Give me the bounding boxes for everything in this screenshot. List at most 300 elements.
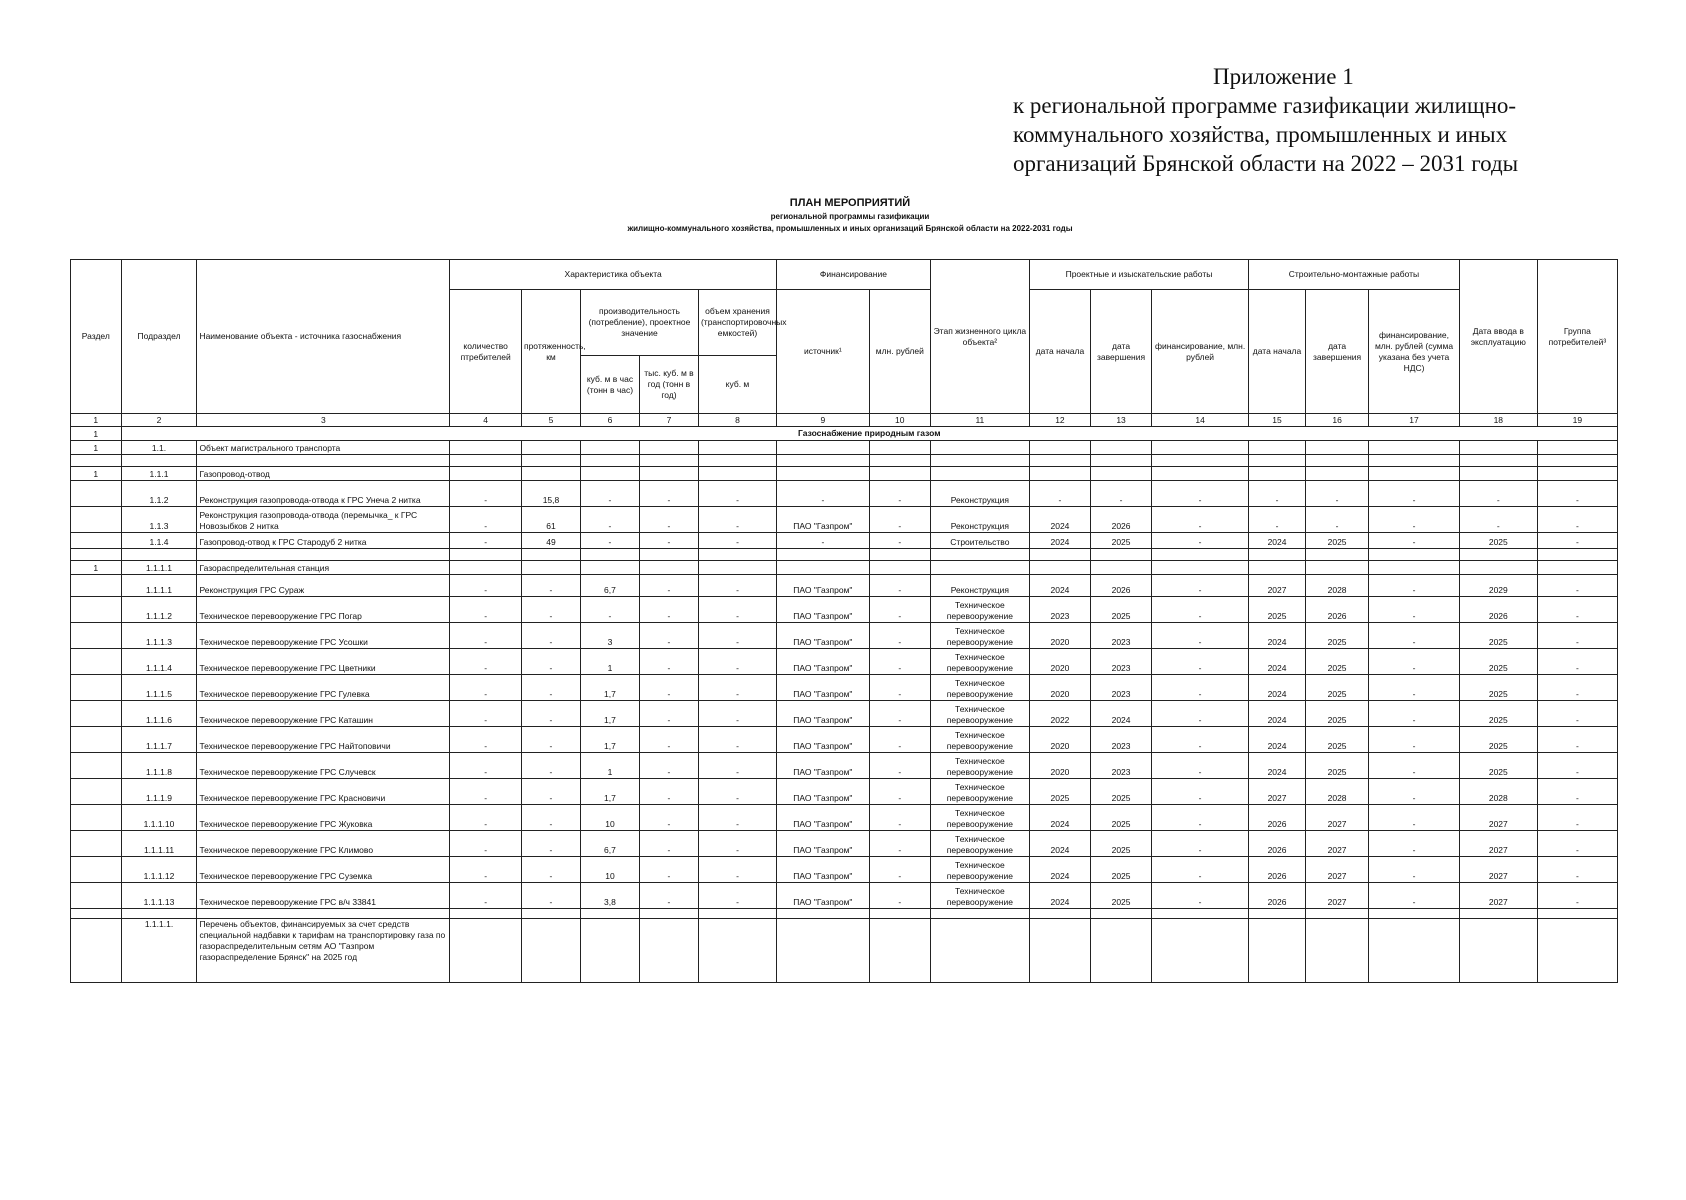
cell-col-1	[71, 549, 122, 561]
cell-col-12: -	[1029, 481, 1090, 507]
cell-col-6: 10	[580, 805, 639, 831]
cell-col-2	[121, 909, 197, 919]
header-cub: куб. м	[698, 356, 776, 414]
cell-col-3: Техническое перевооружение ГРС Усошки	[197, 623, 450, 649]
cell-col-14: -	[1152, 623, 1249, 649]
cell-col-14: -	[1152, 575, 1249, 597]
cell-col-2: 1.1.1.6	[121, 701, 197, 727]
cell-col-17: -	[1369, 883, 1460, 909]
cell-col-15: 2024	[1249, 675, 1306, 701]
cell-col-6: -	[580, 597, 639, 623]
cell-col-8: -	[698, 753, 776, 779]
section-razdel-cell: 1	[71, 427, 122, 441]
cell-col-3: Реконструкция газопровода-отвода (перемычка_ к ГРС Новозыбков 2 нитка	[197, 507, 450, 533]
cell-col-12: 2024	[1029, 575, 1090, 597]
cell-col-8: -	[698, 701, 776, 727]
cell-col-7: -	[639, 857, 698, 883]
table-row	[71, 883, 1618, 909]
cell-col-18	[1459, 441, 1537, 455]
cell-col-15: 2024	[1249, 727, 1306, 753]
cell-col-18: -	[1459, 507, 1537, 533]
cell-col-4: -	[450, 533, 522, 549]
cell-col-11	[930, 467, 1029, 481]
cell-col-17: -	[1369, 805, 1460, 831]
cell-col-5	[521, 455, 580, 467]
cell-col-6	[580, 919, 639, 983]
table-row	[71, 727, 1618, 753]
cell-col-5	[521, 561, 580, 575]
cell-col-10	[869, 455, 930, 467]
cell-col-3: Газопровод-отвод к ГРС Стародуб 2 нитка	[197, 533, 450, 549]
cell-col-15	[1249, 441, 1306, 455]
cell-col-18: 2027	[1459, 831, 1537, 857]
cell-col-7: -	[639, 649, 698, 675]
cell-col-13: 2025	[1091, 831, 1152, 857]
cell-col-13: 2024	[1091, 701, 1152, 727]
cell-col-15: 2026	[1249, 883, 1306, 909]
cell-col-13: 2026	[1091, 575, 1152, 597]
table-row	[71, 623, 1618, 649]
cell-col-10	[869, 919, 930, 983]
cell-col-4: -	[450, 779, 522, 805]
column-number: 1	[71, 414, 122, 427]
cell-col-16: -	[1305, 481, 1368, 507]
cell-col-4	[450, 919, 522, 983]
cell-col-19	[1537, 441, 1617, 455]
column-number-row	[71, 414, 1618, 427]
cell-col-5: -	[521, 857, 580, 883]
appendix-line: к региональной программе газификации жилищно-	[1013, 93, 1517, 118]
cell-col-9: ПАО "Газпром"	[777, 597, 870, 623]
cell-col-3	[197, 549, 450, 561]
cell-col-15: -	[1249, 507, 1306, 533]
cell-col-12	[1029, 549, 1090, 561]
cell-col-13	[1091, 919, 1152, 983]
cell-col-5	[521, 441, 580, 455]
cell-col-15	[1249, 455, 1306, 467]
cell-col-9: ПАО "Газпром"	[777, 727, 870, 753]
table-row	[71, 561, 1618, 575]
cell-col-19: -	[1537, 805, 1617, 831]
cell-col-1: 1	[71, 561, 122, 575]
table-row	[71, 701, 1618, 727]
cell-col-7	[639, 455, 698, 467]
cell-col-7: -	[639, 805, 698, 831]
cell-col-14	[1152, 549, 1249, 561]
cell-col-1	[71, 753, 122, 779]
header-build-start: дата начала	[1249, 290, 1306, 414]
cell-col-10	[869, 909, 930, 919]
cell-col-9: ПАО "Газпром"	[777, 857, 870, 883]
header-length: протяженность, км	[521, 290, 580, 414]
header-stage: Этап жизненного цикла объекта²	[930, 260, 1029, 414]
cell-col-1	[71, 909, 122, 919]
cell-col-14: -	[1152, 857, 1249, 883]
cell-col-10: -	[869, 675, 930, 701]
cell-col-18: -	[1459, 481, 1537, 507]
cell-col-11	[930, 441, 1029, 455]
cell-col-17: -	[1369, 575, 1460, 597]
column-number: 17	[1369, 414, 1460, 427]
cell-col-10: -	[869, 533, 930, 549]
table-row	[71, 467, 1618, 481]
cell-col-11: Техническое перевооружение	[930, 675, 1029, 701]
cell-col-4: -	[450, 623, 522, 649]
cell-col-18	[1459, 561, 1537, 575]
cell-col-14: -	[1152, 597, 1249, 623]
cell-col-3: Перечень объектов, финансируемых за счет средств специальной надбавки к тарифам на транспортировку газа по газораспределительным сетям АО "Газпром газораспределение Брянск" на 2025 год	[197, 919, 450, 983]
cell-col-6: 1,7	[580, 779, 639, 805]
cell-col-19	[1537, 467, 1617, 481]
cell-col-11: Реконструкция	[930, 575, 1029, 597]
cell-col-15: 2027	[1249, 575, 1306, 597]
cell-col-1	[71, 805, 122, 831]
cell-col-6	[580, 549, 639, 561]
cell-col-17: -	[1369, 753, 1460, 779]
cell-col-7: -	[639, 753, 698, 779]
cell-col-12	[1029, 455, 1090, 467]
cell-col-6: 3	[580, 623, 639, 649]
cell-col-8: -	[698, 727, 776, 753]
cell-col-11	[930, 549, 1029, 561]
cell-col-7	[639, 549, 698, 561]
cell-col-1	[71, 919, 122, 983]
cell-col-9: ПАО "Газпром"	[777, 831, 870, 857]
cell-col-6: -	[580, 481, 639, 507]
cell-col-9: ПАО "Газпром"	[777, 805, 870, 831]
cell-col-1	[71, 675, 122, 701]
cell-col-11: Техническое перевооружение	[930, 649, 1029, 675]
cell-col-4	[450, 467, 522, 481]
cell-col-4: -	[450, 649, 522, 675]
cell-col-7: -	[639, 623, 698, 649]
cell-col-12	[1029, 909, 1090, 919]
table-row	[71, 455, 1618, 467]
cell-col-15: 2026	[1249, 857, 1306, 883]
cell-col-1	[71, 831, 122, 857]
cell-col-18: 2027	[1459, 857, 1537, 883]
cell-col-2: 1.1.1.10	[121, 805, 197, 831]
cell-col-7	[639, 441, 698, 455]
cell-col-3: Газораспределительная станция	[197, 561, 450, 575]
cell-col-3: Объект магистрального транспорта	[197, 441, 450, 455]
cell-col-10	[869, 549, 930, 561]
cell-col-11: Строительство	[930, 533, 1029, 549]
cell-col-3: Реконструкция ГРС Сураж	[197, 575, 450, 597]
cell-col-4	[450, 909, 522, 919]
header-consumers: количество птребителей	[450, 290, 522, 414]
cell-col-11: Техническое перевооружение	[930, 805, 1029, 831]
cell-col-6: 6,7	[580, 575, 639, 597]
column-number: 13	[1091, 414, 1152, 427]
cell-col-19	[1537, 455, 1617, 467]
cell-col-4: -	[450, 727, 522, 753]
cell-col-6	[580, 455, 639, 467]
cell-col-19: -	[1537, 649, 1617, 675]
cell-col-7: -	[639, 701, 698, 727]
cell-col-10: -	[869, 883, 930, 909]
table-row	[71, 753, 1618, 779]
cell-col-5: -	[521, 727, 580, 753]
cell-col-12: 2023	[1029, 597, 1090, 623]
cell-col-13: 2025	[1091, 779, 1152, 805]
cell-col-17: -	[1369, 533, 1460, 549]
cell-col-19	[1537, 549, 1617, 561]
cell-col-8: -	[698, 575, 776, 597]
cell-col-11	[930, 919, 1029, 983]
cell-col-4: -	[450, 575, 522, 597]
header-build-financing: финансирование, млн. рублей (сумма указана без учета НДС)	[1369, 290, 1460, 414]
cell-col-8	[698, 909, 776, 919]
cell-col-19: -	[1537, 857, 1617, 883]
cell-col-14	[1152, 909, 1249, 919]
cell-col-18: 2025	[1459, 623, 1537, 649]
cell-col-16: 2028	[1305, 575, 1368, 597]
cell-col-17	[1369, 455, 1460, 467]
appendix-line: организаций Брянской области на 2022 – 2031 годы	[1013, 151, 1519, 176]
cell-col-15	[1249, 549, 1306, 561]
cell-col-10: -	[869, 575, 930, 597]
cell-col-5: -	[521, 649, 580, 675]
table-row	[71, 533, 1618, 549]
cell-col-5: -	[521, 701, 580, 727]
cell-col-19: -	[1537, 507, 1617, 533]
cell-col-4: -	[450, 805, 522, 831]
cell-col-12: 2020	[1029, 675, 1090, 701]
cell-col-9: ПАО "Газпром"	[777, 575, 870, 597]
cell-col-12	[1029, 467, 1090, 481]
cell-col-9: ПАО "Газпром"	[777, 701, 870, 727]
cell-col-2: 1.1.3	[121, 507, 197, 533]
cell-col-2: 1.1.1.2	[121, 597, 197, 623]
cell-col-16: 2025	[1305, 623, 1368, 649]
cell-col-1	[71, 727, 122, 753]
table-row	[71, 649, 1618, 675]
cell-col-12	[1029, 441, 1090, 455]
cell-col-19: -	[1537, 575, 1617, 597]
cell-col-16: 2025	[1305, 533, 1368, 549]
cell-col-18: 2025	[1459, 533, 1537, 549]
cell-col-3: Техническое перевооружение ГРС Суземка	[197, 857, 450, 883]
cell-col-19: -	[1537, 533, 1617, 549]
cell-col-19: -	[1537, 831, 1617, 857]
cell-col-7: -	[639, 597, 698, 623]
appendix-block	[1013, 62, 1653, 178]
cell-col-3: Газопровод-отвод	[197, 467, 450, 481]
cell-col-11: Техническое перевооружение	[930, 857, 1029, 883]
cell-col-11: Техническое перевооружение	[930, 779, 1029, 805]
cell-col-12: 2020	[1029, 753, 1090, 779]
cell-col-18	[1459, 549, 1537, 561]
cell-col-5	[521, 467, 580, 481]
table-row	[71, 857, 1618, 883]
cell-col-14: -	[1152, 481, 1249, 507]
cell-col-13	[1091, 561, 1152, 575]
cell-col-6	[580, 441, 639, 455]
cell-col-17: -	[1369, 831, 1460, 857]
cell-col-12: 2024	[1029, 533, 1090, 549]
cell-col-8: -	[698, 857, 776, 883]
cell-col-11	[930, 455, 1029, 467]
cell-col-1: 1	[71, 441, 122, 455]
cell-col-6: 10	[580, 857, 639, 883]
column-number: 18	[1459, 414, 1537, 427]
cell-col-15	[1249, 467, 1306, 481]
cell-col-19	[1537, 919, 1617, 983]
cell-col-14: -	[1152, 727, 1249, 753]
cell-col-3: Техническое перевооружение ГРС Цветники	[197, 649, 450, 675]
cell-col-5: -	[521, 779, 580, 805]
cell-col-8: -	[698, 623, 776, 649]
cell-col-19: -	[1537, 883, 1617, 909]
cell-col-2: 1.1.1.5	[121, 675, 197, 701]
cell-col-5	[521, 919, 580, 983]
cell-col-11: Техническое перевооружение	[930, 727, 1029, 753]
cell-col-16	[1305, 455, 1368, 467]
cell-col-2: 1.1.1.8	[121, 753, 197, 779]
cell-col-1	[71, 481, 122, 507]
cell-col-12: 2020	[1029, 623, 1090, 649]
header-object-name: Наименование объекта - источника газоснабжения	[197, 260, 450, 414]
cell-col-18: 2025	[1459, 701, 1537, 727]
cell-col-19: -	[1537, 623, 1617, 649]
column-number: 7	[639, 414, 698, 427]
column-number: 5	[521, 414, 580, 427]
cell-col-12: 2024	[1029, 883, 1090, 909]
cell-col-13: -	[1091, 481, 1152, 507]
cell-col-9	[777, 441, 870, 455]
cell-col-9: -	[777, 533, 870, 549]
cell-col-16	[1305, 467, 1368, 481]
cell-col-5: 61	[521, 507, 580, 533]
cell-col-19	[1537, 909, 1617, 919]
cell-col-7	[639, 919, 698, 983]
column-number: 10	[869, 414, 930, 427]
cell-col-12	[1029, 561, 1090, 575]
table-row	[71, 805, 1618, 831]
cell-col-6: -	[580, 507, 639, 533]
cell-col-8: -	[698, 481, 776, 507]
cell-col-16	[1305, 441, 1368, 455]
cell-col-8	[698, 549, 776, 561]
cell-col-8: -	[698, 883, 776, 909]
cell-col-17: -	[1369, 507, 1460, 533]
plan-heading	[70, 196, 1630, 235]
cell-col-14	[1152, 455, 1249, 467]
cell-col-17	[1369, 909, 1460, 919]
cell-col-4: -	[450, 675, 522, 701]
cell-col-12: 2024	[1029, 507, 1090, 533]
cell-col-1	[71, 701, 122, 727]
cell-col-15	[1249, 561, 1306, 575]
cell-col-19	[1537, 561, 1617, 575]
cell-col-5: -	[521, 597, 580, 623]
cell-col-5: 15,8	[521, 481, 580, 507]
cell-col-15: 2026	[1249, 831, 1306, 857]
cell-col-14: -	[1152, 831, 1249, 857]
table-row	[71, 481, 1618, 507]
cell-col-16: 2026	[1305, 597, 1368, 623]
cell-col-11: Техническое перевооружение	[930, 623, 1029, 649]
cell-col-17	[1369, 561, 1460, 575]
cell-col-15: 2024	[1249, 753, 1306, 779]
cell-col-14: -	[1152, 779, 1249, 805]
cell-col-11: Техническое перевооружение	[930, 597, 1029, 623]
cell-col-3: Техническое перевооружение ГРС Климово	[197, 831, 450, 857]
cell-col-19: -	[1537, 597, 1617, 623]
cell-col-8	[698, 441, 776, 455]
cell-col-3	[197, 455, 450, 467]
column-number: 8	[698, 414, 776, 427]
cell-col-11	[930, 561, 1029, 575]
cell-col-8: -	[698, 649, 776, 675]
cell-col-10	[869, 561, 930, 575]
cell-col-5: -	[521, 805, 580, 831]
cell-col-16	[1305, 919, 1368, 983]
cell-col-17: -	[1369, 675, 1460, 701]
cell-col-16: -	[1305, 507, 1368, 533]
cell-col-4: -	[450, 883, 522, 909]
cell-col-19: -	[1537, 675, 1617, 701]
cell-col-1	[71, 533, 122, 549]
cell-col-9	[777, 467, 870, 481]
cell-col-3: Техническое перевооружение ГРС Красновичи	[197, 779, 450, 805]
cell-col-14: -	[1152, 883, 1249, 909]
cell-col-5	[521, 549, 580, 561]
cell-col-13: 2025	[1091, 597, 1152, 623]
cell-col-7	[639, 561, 698, 575]
column-number: 16	[1305, 414, 1368, 427]
cell-col-11: Техническое перевооружение	[930, 883, 1029, 909]
cell-col-7: -	[639, 831, 698, 857]
column-number: 14	[1152, 414, 1249, 427]
cell-col-11: Реконструкция	[930, 507, 1029, 533]
cell-col-16: 2025	[1305, 675, 1368, 701]
header-productivity: производительность (потребление), проектное значение	[580, 290, 698, 356]
cell-col-18: 2026	[1459, 597, 1537, 623]
plan-title: ПЛАН МЕРОПРИЯТИЙ	[789, 197, 911, 209]
cell-col-12: 2022	[1029, 701, 1090, 727]
cell-col-16: 2025	[1305, 649, 1368, 675]
cell-col-8: -	[698, 533, 776, 549]
header-design-end: дата завершения	[1091, 290, 1152, 414]
cell-col-6: 3,8	[580, 883, 639, 909]
table-row	[71, 675, 1618, 701]
cell-col-9	[777, 549, 870, 561]
cell-col-9: ПАО "Газпром"	[777, 753, 870, 779]
cell-col-16: 2027	[1305, 857, 1368, 883]
cell-col-13: 2023	[1091, 623, 1152, 649]
header-cub-hour: куб. м в час (тонн в час)	[580, 356, 639, 414]
cell-col-2: 1.1.1.1	[121, 561, 197, 575]
cell-col-10: -	[869, 753, 930, 779]
cell-col-2: 1.1.1.13	[121, 883, 197, 909]
cell-col-16	[1305, 909, 1368, 919]
cell-col-17: -	[1369, 623, 1460, 649]
cell-col-18: 2029	[1459, 575, 1537, 597]
cell-col-3: Техническое перевооружение ГРС Жуковка	[197, 805, 450, 831]
cell-col-16	[1305, 561, 1368, 575]
cell-col-1: 1	[71, 467, 122, 481]
cell-col-12: 2020	[1029, 727, 1090, 753]
cell-col-2: 1.1.1.9	[121, 779, 197, 805]
cell-col-2: 1.1.1.7	[121, 727, 197, 753]
cell-col-10: -	[869, 805, 930, 831]
cell-col-13	[1091, 441, 1152, 455]
header-commission-date: Дата ввода в эксплуатацию	[1459, 260, 1537, 414]
cell-col-11: Техническое перевооружение	[930, 753, 1029, 779]
cell-col-8: -	[698, 779, 776, 805]
